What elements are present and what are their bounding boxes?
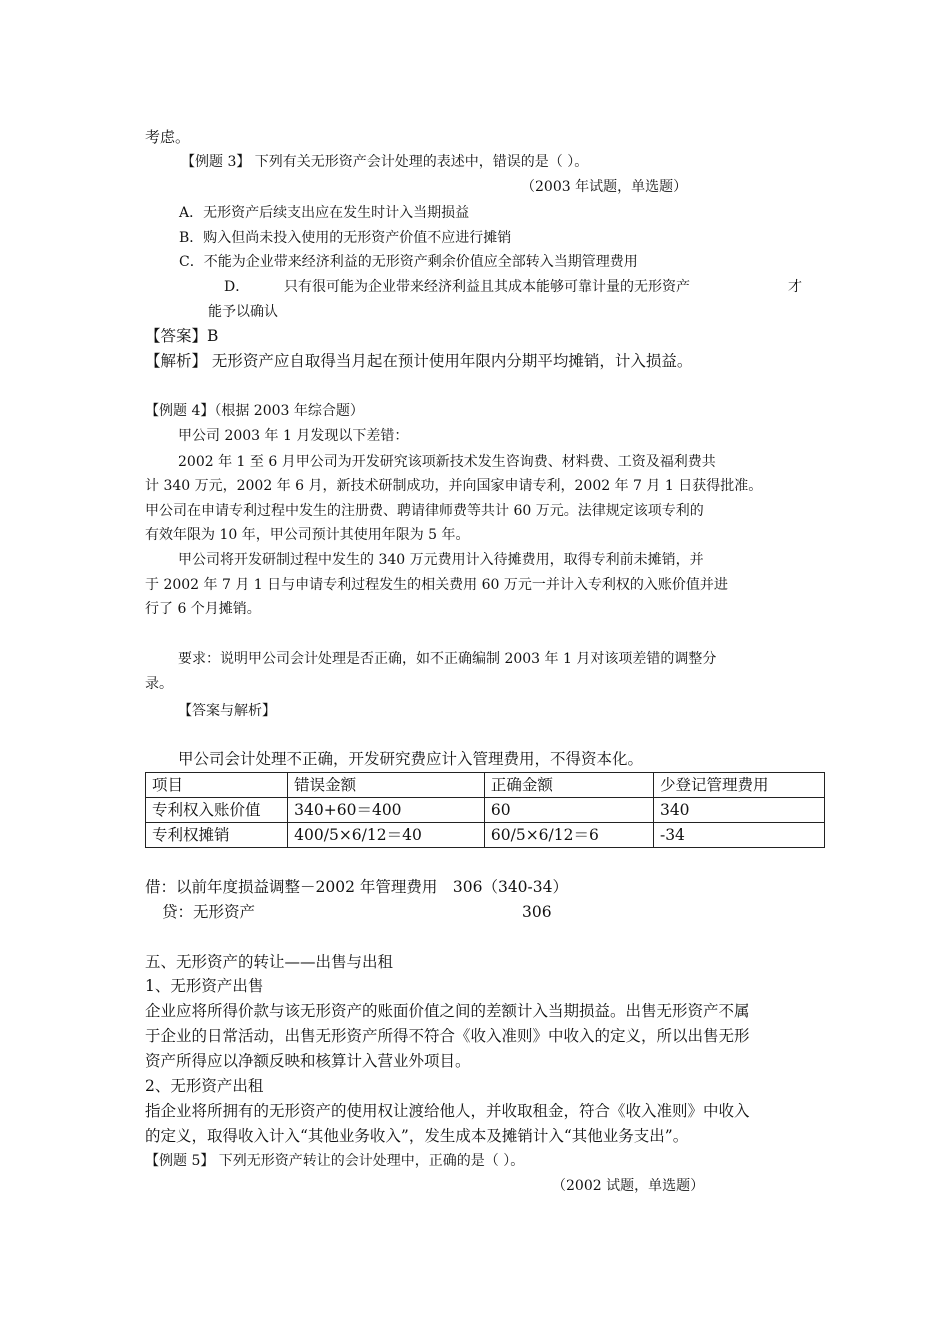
- subsection-heading: 1、无形资产出售: [145, 977, 264, 995]
- example-3-source: （2003 年试题，单选题）: [521, 179, 688, 195]
- table-cell: 60: [484, 798, 653, 823]
- journal-credit-amount: 306: [522, 903, 552, 921]
- example-3-question: 【例题 3】 下列有关无形资产会计处理的表述中，错误的是（ ）。: [181, 154, 589, 170]
- paragraph-line: 2002 年 1 至 6 月甲公司为开发研究该项新技术发生咨询费、材料费、工资及福利费共: [178, 454, 716, 470]
- text-line: 考虑。: [145, 128, 191, 146]
- paragraph-line: 于企业的日常活动，出售无形资产所得不符合《收入准则》中收入的定义，所以出售无形: [145, 1027, 750, 1045]
- section-heading: 五、无形资产的转让——出售与出租: [145, 953, 394, 971]
- example-3-answer: 【答案】B: [145, 327, 219, 345]
- paragraph-line: 有效年限为 10 年，甲公司预计其使用年限为 5 年。: [145, 527, 470, 543]
- table-row: [146, 798, 825, 823]
- paragraph-line: 企业应将所得价款与该无形资产的账面价值之间的差额计入当期损益。出售无形资产不属: [145, 1002, 750, 1020]
- example-5-source: （2002 试题，单选题）: [552, 1178, 705, 1194]
- error-table: [145, 772, 825, 848]
- requirement-line: 要求：说明甲公司会计处理是否正确，如不正确编制 2003 年 1 月对该项差错的调整分: [178, 651, 717, 667]
- answer-conclusion: 甲公司会计处理不正确，开发研究费应计入管理费用，不得资本化。: [178, 750, 644, 768]
- table-header-cell: 少登记管理费用: [653, 773, 824, 798]
- option-d-text-end: 才: [788, 279, 802, 295]
- paragraph-line: 于 2002 年 7 月 1 日与申请专利过程发生的相关费用 60 万元一并计入专利权的入账价值并进: [145, 577, 728, 593]
- option-d-continued: 能予以确认: [208, 304, 278, 320]
- table-cell: 60/5×6/12＝6: [484, 823, 653, 848]
- table-cell: 专利权摊销: [146, 823, 288, 848]
- paragraph-line: 计 340 万元，2002 年 6 月，新技术研制成功，并向国家申请专利，2002 年 7 月 1 日获得批准。: [145, 478, 763, 494]
- paragraph-line: 甲公司 2003 年 1 月发现以下差错：: [178, 428, 409, 444]
- example-3-explanation: 【解析】 无形资产应自取得当月起在预计使用年限内分期平均摊销，计入损益。: [145, 352, 693, 370]
- table-header-row: [146, 773, 825, 798]
- example-4-title: 【例题 4】（根据 2003 年综合题）: [145, 403, 364, 419]
- option-d-letter: D．: [224, 279, 250, 295]
- paragraph-line: 资产所得应以净额反映和核算计入营业外项目。: [145, 1052, 471, 1070]
- table-cell: 340+60＝400: [288, 798, 485, 823]
- option-a: A．无形资产后续支出应在发生时计入当期损益: [179, 205, 470, 221]
- journal-credit-account: 贷：无形资产: [162, 903, 256, 921]
- table-cell: 专利权入账价值: [146, 798, 288, 823]
- paragraph-line: 甲公司在申请专利过程中发生的注册费、聘请律师费等共计 60 万元。法律规定该项专利的: [145, 503, 704, 519]
- journal-debit: 借：以前年度损益调整－2002 年管理费用 306（340-34）: [145, 878, 569, 896]
- paragraph-line: 的定义，取得收入计入“其他业务收入”，发生成本及摊销计入“其他业务支出”。: [145, 1127, 689, 1145]
- paragraph-line: 行了 6 个月摊销。: [145, 601, 261, 617]
- table-cell: 340: [653, 798, 824, 823]
- answer-heading: 【答案与解析】: [178, 703, 276, 719]
- table-header-cell: 错误金额: [288, 773, 485, 798]
- subsection-heading: 2、无形资产出租: [145, 1077, 264, 1095]
- option-d-text: 只有很可能为企业带来经济利益且其成本能够可靠计量的无形资产: [284, 279, 690, 295]
- example-5-question: 【例题 5】 下列无形资产转让的会计处理中，正确的是（ ）。: [145, 1153, 525, 1169]
- paragraph-line: 指企业将所拥有的无形资产的使用权让渡给他人，并收取租金，符合《收入准则》中收入: [145, 1102, 750, 1120]
- table-cell: 400/5×6/12＝40: [288, 823, 485, 848]
- table-header-cell: 项目: [146, 773, 288, 798]
- table-header-cell: 正确金额: [484, 773, 653, 798]
- requirement-line: 录。: [145, 676, 173, 692]
- paragraph-line: 甲公司将开发研制过程中发生的 340 万元费用计入待摊费用，取得专利前未摊销，并: [178, 552, 704, 568]
- option-c: C．不能为企业带来经济利益的无形资产剩余价值应全部转入当期管理费用: [179, 254, 638, 270]
- table-row: [146, 823, 825, 848]
- table-cell: -34: [653, 823, 824, 848]
- option-b: B．购入但尚未投入使用的无形资产价值不应进行摊销: [179, 230, 512, 246]
